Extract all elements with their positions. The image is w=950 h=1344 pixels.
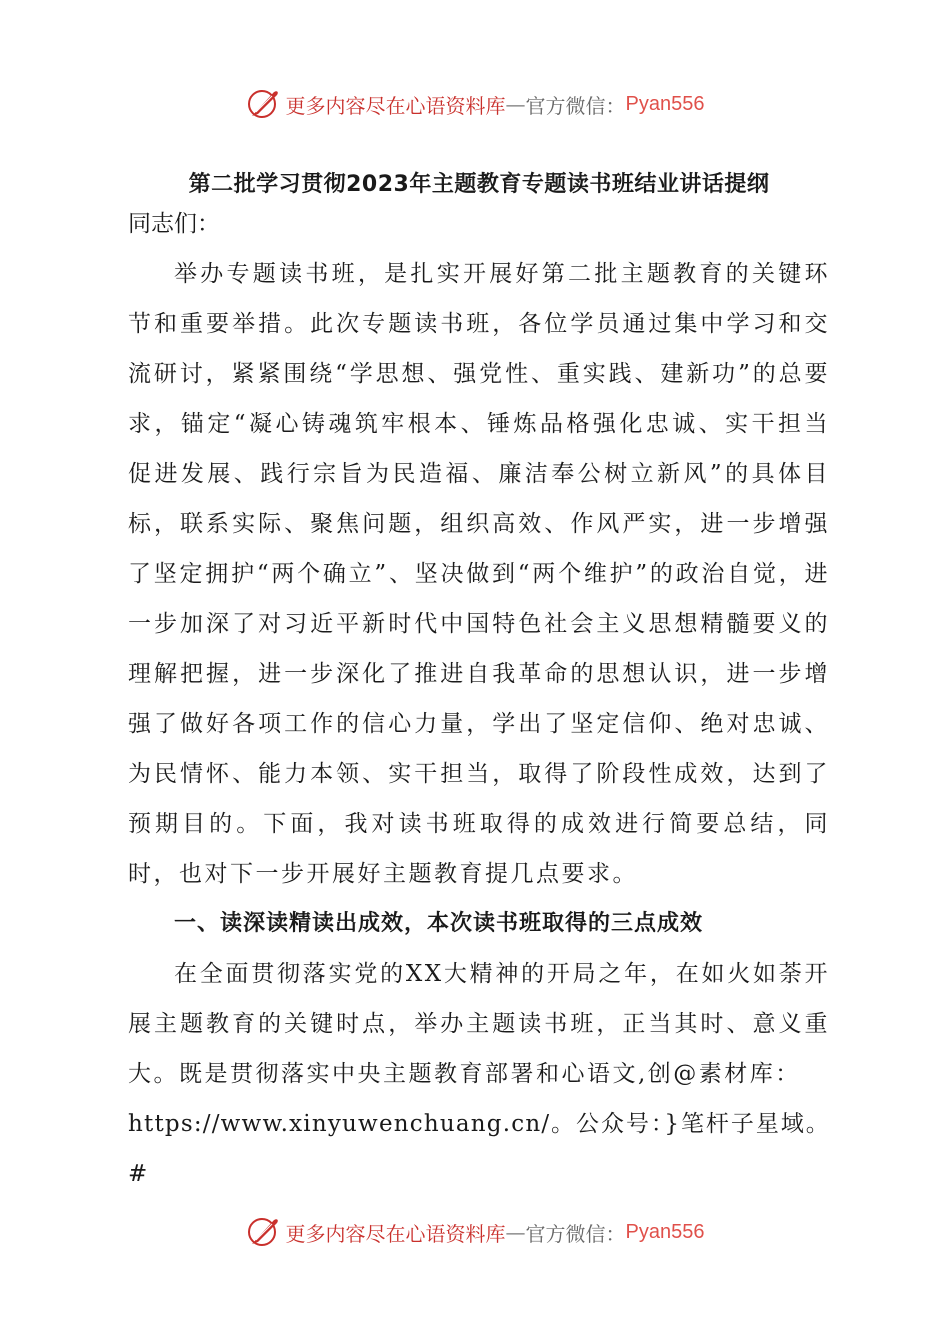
feather-pen-logo-icon	[246, 86, 282, 122]
banner-wechat-label: 官方微信：	[525, 1221, 626, 1246]
section-heading-1: 一、读深读精读出成效，本次读书班取得的三点成效	[174, 911, 704, 936]
paragraph-section-1-url-line: https://www.xinyuwenchuang.cn/。公众号：}笔杆子星域。#	[128, 1111, 830, 1187]
salutation: 同志们：	[128, 211, 220, 237]
document-body	[128, 165, 830, 1199]
banner-wechat-id: Pyan556	[625, 1220, 705, 1243]
header-banner	[0, 84, 950, 124]
paragraph-intro: 举办专题读书班，是扎实开展好第二批主题教育的关键环节和重要举措。此次专题读书班，各位学员通过集中学习和交流研讨，紧紧围绕“学思想、强党性、重实践、建新功”的总要求，锚定“凝心铸魂筑牢根本、锤炼品格强化忠诚、实干担当促进发展、践行宗旨为民造福、廉洁奉公树立新风”的具体目标，联系实际、聚焦问题，组织高效、作风严实，进一步增强了坚定拥护“两个确立”、坚决做到“两个维护”的政治自觉，进一步加深了对习近平新时代中国特色社会主义思想精髓要义的理解把握，进一步深化了推进自我革命的思想认识，进一步增强了做好各项工作的信心力量，学出了坚定信仰、绝对忠诚、为民情怀、能力本领、实干担当，取得了阶段性成效，达到了预期目的。下面，我对读书班取得的成效进行简要总结，同时，也对下一步开展好主题教育提几点要求。	[128, 261, 830, 887]
banner-brand-text: 更多内容尽在心语资料库	[285, 93, 506, 118]
document-title: 第二批学习贯彻2023年主题教育专题读书班结业讲话提纲	[188, 172, 770, 197]
banner-wechat-id: Pyan556	[625, 92, 705, 115]
feather-pen-logo-icon	[246, 1214, 282, 1250]
footer-banner	[0, 1212, 950, 1252]
banner-dash: —	[505, 1220, 526, 1244]
banner-dash: —	[505, 92, 526, 116]
banner-brand-text: 更多内容尽在心语资料库	[285, 1221, 506, 1246]
banner-wechat-label: 官方微信：	[525, 93, 626, 118]
paragraph-section-1: 在全面贯彻落实党的XX大精神的开局之年，在如火如荼开展主题教育的关键时点，举办主题读书班，正当其时、意义重大。既是贯彻落实中央主题教育部署和心语文,创@素材库：	[128, 961, 830, 1087]
